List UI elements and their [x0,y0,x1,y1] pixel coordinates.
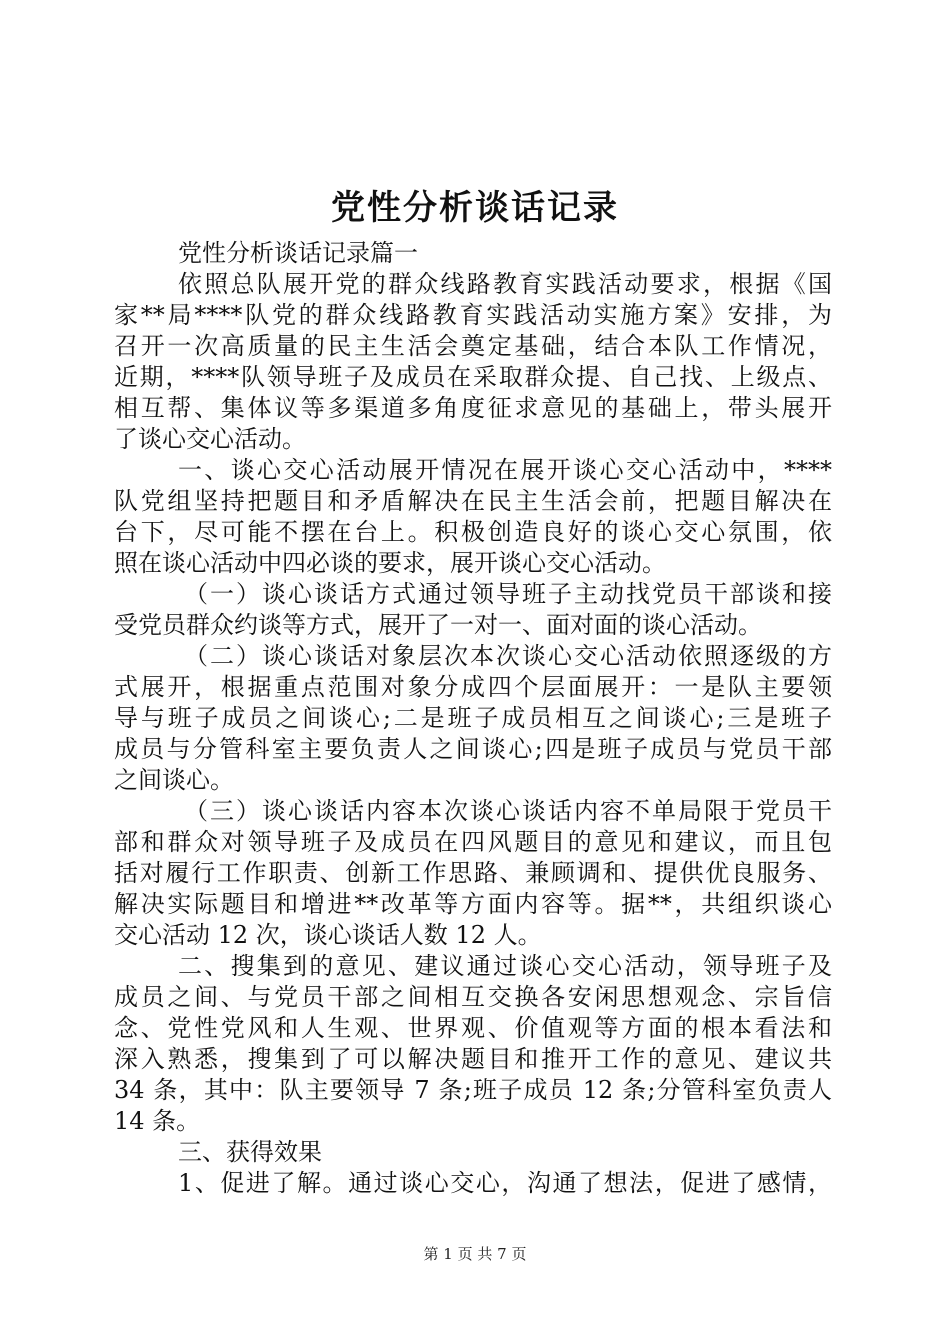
text-line: 相互帮、集体议等多渠道多角度征求意见的基础上，带头展开 [114,394,832,422]
text-line: 式展开，根据重点范围对象分成四个层面展开：一是队主要领 [114,673,832,701]
section-heading: 三、获得效果 [178,1138,322,1166]
text-line: 之间谈心。 [114,766,234,794]
section-heading: 党性分析谈话记录篇一 [178,239,418,267]
text-line: 部和群众对领导班子及成员在四风题目的意见和建议，而且包 [114,828,832,856]
text-line: 交心活动 12 次，谈心谈话人数 12 人。 [114,921,542,949]
text-line: 深入熟悉，搜集到了可以解决题目和推开工作的意见、建议共 [114,1045,832,1073]
document-title: 党性分析谈话记录 [331,188,619,228]
text-line: 二、搜集到的意见、建议通过谈心交心活动，领导班子及 [178,952,832,980]
text-line: （三）谈心谈话内容本次谈心谈话内容不单局限于党员干 [184,797,832,825]
text-line: 召开一次高质量的民主生活会奠定基础，结合本队工作情况， [114,332,832,360]
text-line: 导与班子成员之间谈心;二是班子成员相互之间谈心;三是班子 [114,704,832,732]
text-line: 14 条。 [114,1107,201,1135]
text-line: 解决实际题目和增进**改革等方面内容等。据**，共组织谈心 [114,890,832,918]
text-line: 一、谈心交心活动展开情况在展开谈心交心活动中，**** [178,456,832,484]
text-line: 家**局****队党的群众线路教育实践活动实施方案》安排，为 [114,301,832,329]
text-line: 近期，****队领导班子及成员在采取群众提、自己找、上级点、 [114,363,832,391]
document-body [114,238,832,1199]
text-line: 队党组坚持把题目和矛盾解决在民主生活会前，把题目解决在 [114,487,832,515]
text-line: 成员之间、与党员干部之间相互交换各安闲思想观念、宗旨信 [114,983,832,1011]
text-line: 台下，尽可能不摆在台上。积极创造良好的谈心交心氛围，依 [114,518,832,546]
text-line: （一）谈心谈话方式通过领导班子主动找党员干部谈和接 [184,580,832,608]
text-line: （二）谈心谈话对象层次本次谈心交心活动依照逐级的方 [184,642,832,670]
text-line: 成员与分管科室主要负责人之间谈心;四是班子成员与党员干部 [114,735,832,763]
text-line: 34 条，其中：队主要领导 7 条;班子成员 12 条;分管科室负责人 [114,1076,832,1104]
page-number-footer: 第 1 页 共 7 页 [423,1245,527,1263]
text-line: 1、促进了解。通过谈心交心，沟通了想法，促进了感情， [178,1169,832,1197]
text-line: 括对履行工作职责、创新工作思路、兼顾调和、提供优良服务、 [114,859,832,887]
text-line: 受党员群众约谈等方式，展开了一对一、面对面的谈心活动。 [114,611,762,639]
text-line: 依照总队展开党的群众线路教育实践活动要求，根据《国 [178,270,832,298]
text-line: 念、党性党风和人生观、世界观、价值观等方面的根本看法和 [114,1014,832,1042]
text-line: 了谈心交心活动。 [114,425,306,453]
text-line: 照在谈心活动中四必谈的要求，展开谈心交心活动。 [114,549,666,577]
